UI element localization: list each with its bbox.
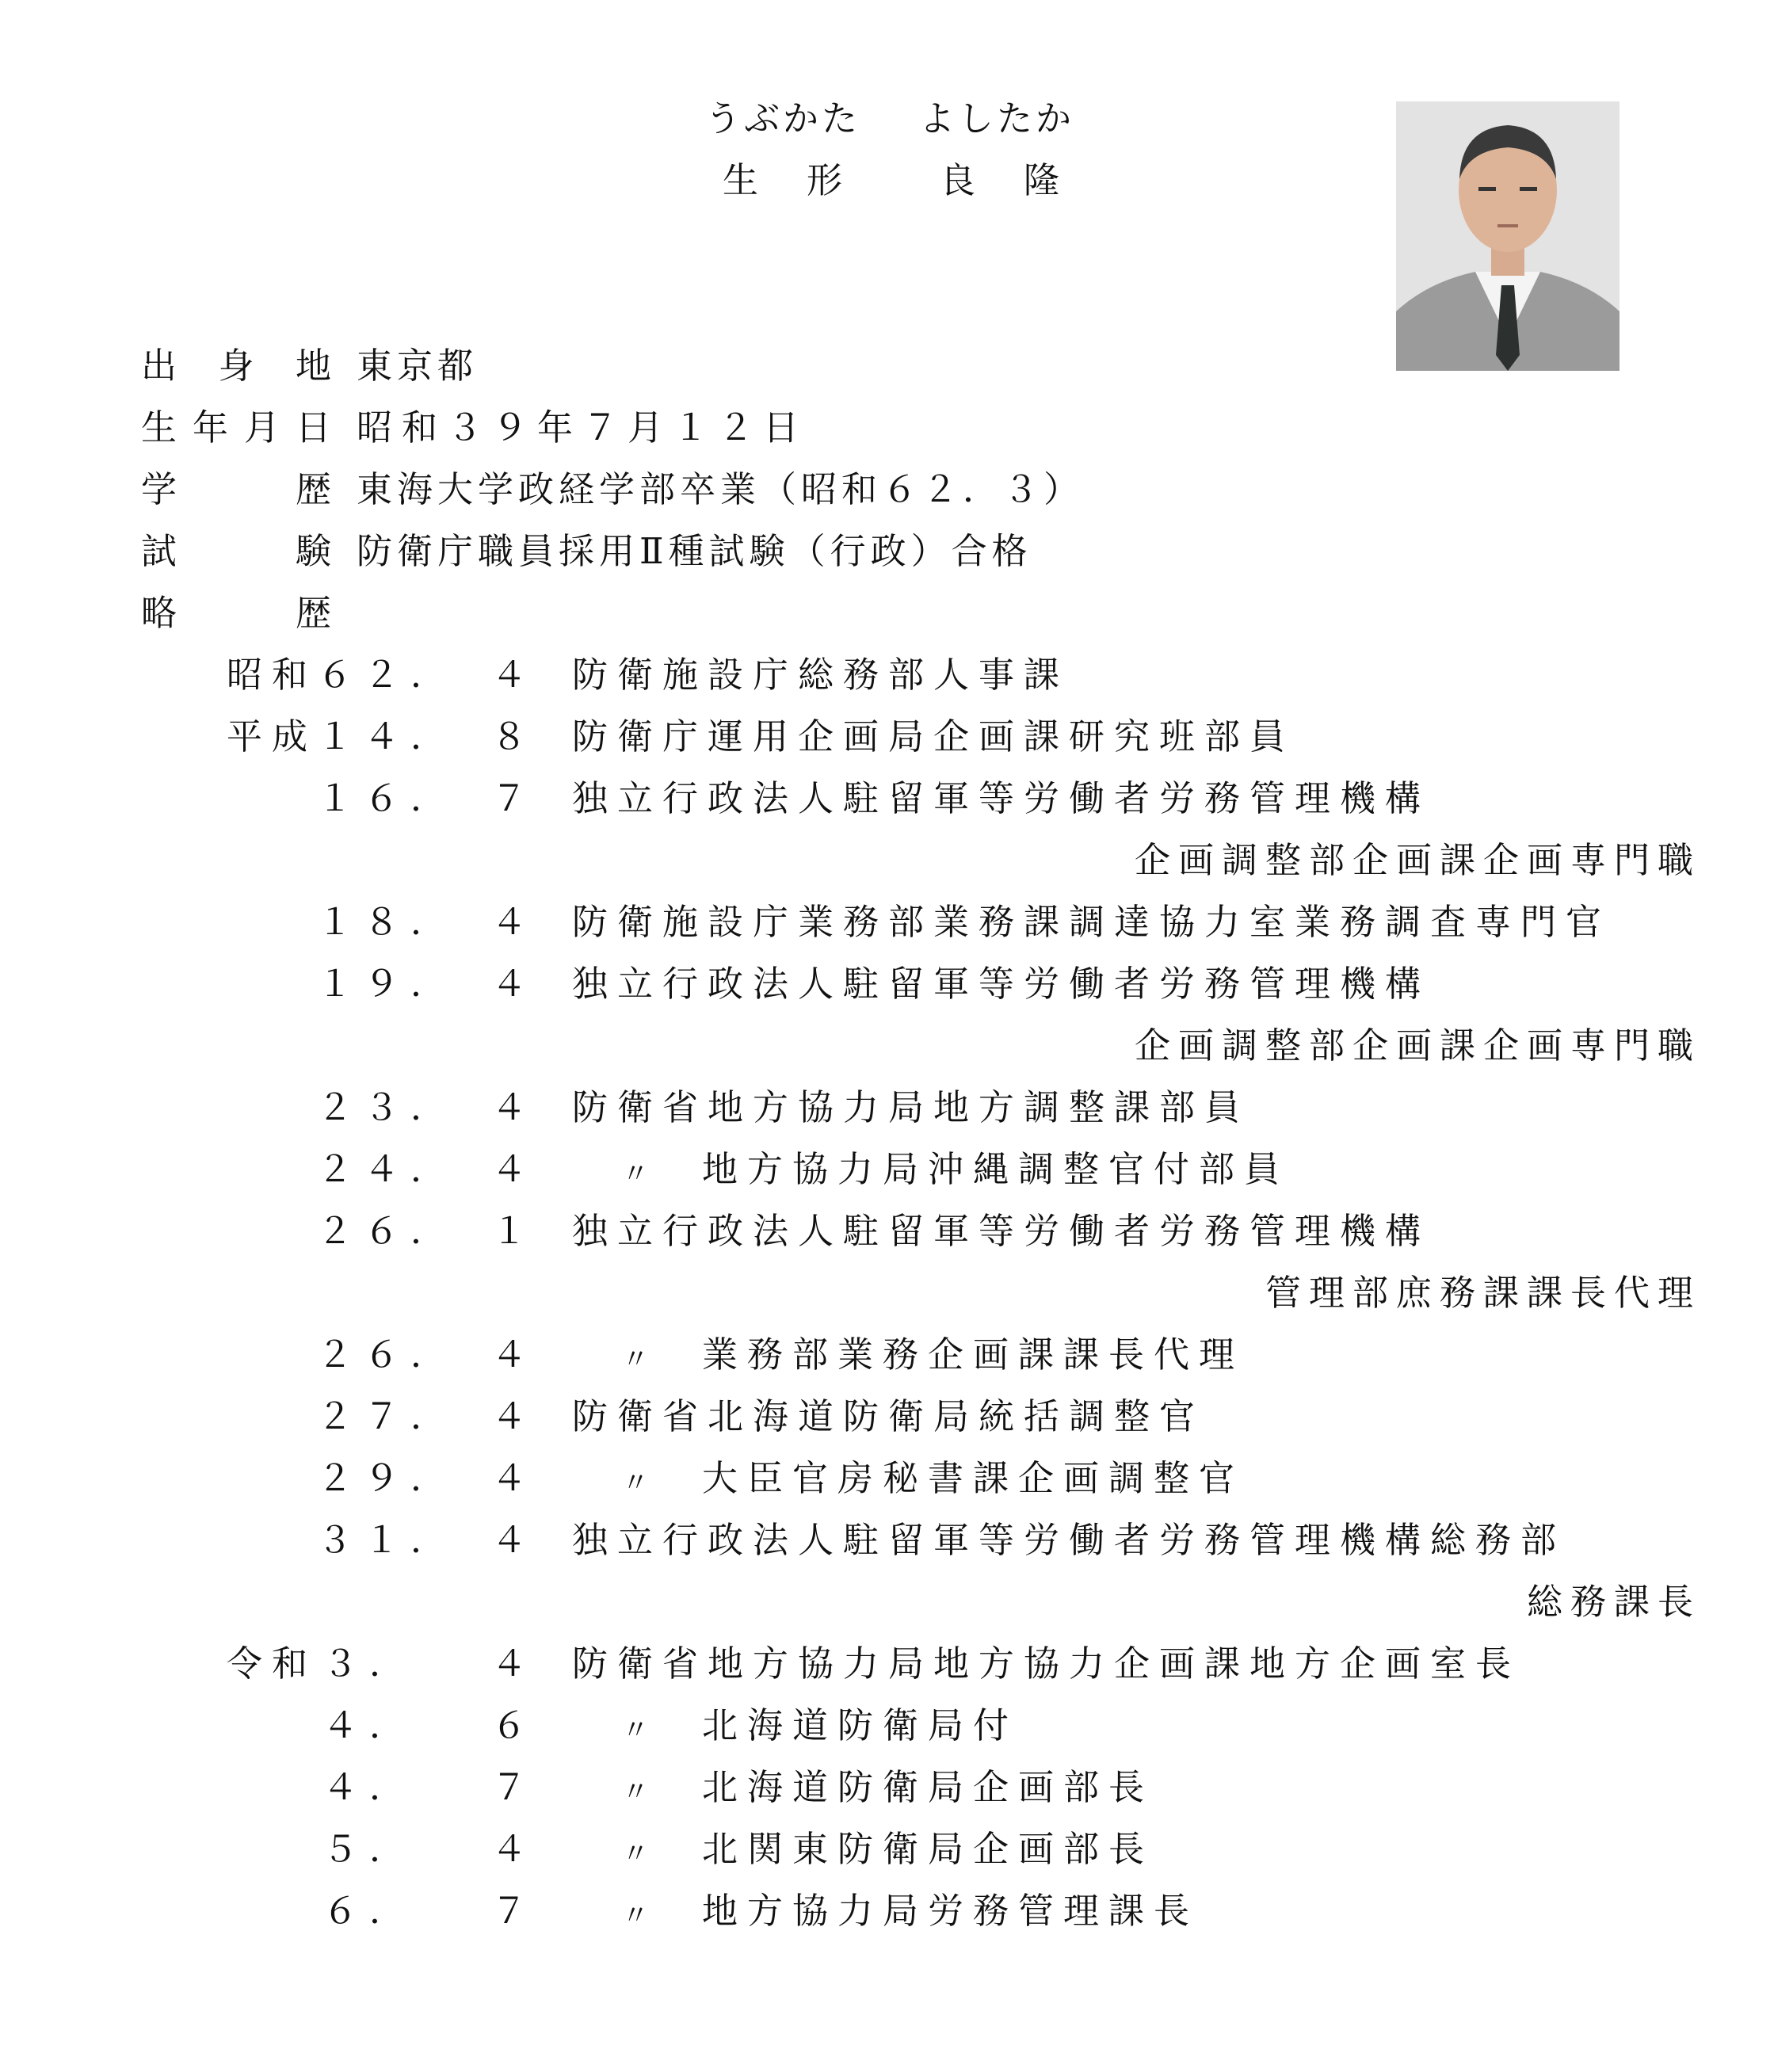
career-year: ２４． — [317, 1148, 458, 1190]
name-reading-surname: うぶかた — [705, 97, 861, 139]
career-org-cont: 企画調整部企画課企画専門職 — [1134, 1025, 1701, 1067]
education-label: 学 歴 — [141, 468, 331, 510]
ditto-mark: 〃 — [622, 1344, 649, 1376]
career-org: 防衛省地方協力局地方調整課部員 — [572, 1086, 1250, 1128]
name-char-3: 良 — [940, 159, 981, 201]
career-year: １９． — [317, 963, 458, 1005]
name-char-4: 隆 — [1024, 159, 1065, 201]
name-reading-given: よしたか — [919, 97, 1075, 139]
career-era: 平成 — [227, 715, 318, 757]
ditto-mark: 〃 — [622, 1838, 649, 1870]
career-month: ４ — [491, 901, 532, 943]
career-org: 大臣官房秘書課企画調整官 — [702, 1457, 1245, 1499]
career-year: １４． — [317, 715, 458, 757]
career-year: ３１． — [317, 1519, 458, 1561]
career-year: ２９． — [317, 1457, 458, 1499]
career-year: １８． — [317, 901, 458, 943]
career-org: 独立行政法人駐留軍等労働者労務管理機構 — [572, 963, 1431, 1005]
career-year: ６２． — [317, 654, 458, 696]
career-month: ４ — [491, 654, 532, 696]
birthplace-value: 東京都 — [357, 345, 479, 387]
career-org: 防衛省地方協力局地方協力企画課地方企画室長 — [572, 1643, 1521, 1685]
education-value: 東海大学政経学部卒業（昭和６２．３） — [357, 468, 1085, 510]
career-org: 業務部業務企画課課長代理 — [702, 1334, 1245, 1376]
career-org: 北関東防衛局企画部長 — [702, 1828, 1154, 1870]
ditto-mark: 〃 — [622, 1467, 649, 1499]
career-org: 独立行政法人駐留軍等労働者労務管理機構 — [572, 1210, 1431, 1252]
career-month: ４ — [491, 1334, 532, 1376]
career-month: ７ — [491, 777, 532, 819]
career-month: ８ — [491, 715, 532, 757]
career-org: 防衛庁運用企画局企画課研究班部員 — [572, 715, 1295, 757]
career-year: ２３． — [317, 1086, 458, 1128]
career-month: ４ — [491, 963, 532, 1005]
ditto-mark: 〃 — [622, 1715, 649, 1746]
career-month: ４ — [491, 1086, 532, 1128]
career-org: 北海道防衛局付 — [702, 1704, 1019, 1746]
ditto-mark: 〃 — [622, 1776, 649, 1808]
name-char-1: 生 — [723, 159, 764, 201]
career-month: ７ — [491, 1766, 532, 1808]
career-month: １ — [491, 1210, 532, 1252]
career-era: 昭和 — [227, 654, 318, 696]
career-org: 防衛省北海道防衛局統括調整官 — [572, 1395, 1205, 1437]
career-year: ４． — [322, 1766, 416, 1808]
career-month: ４ — [491, 1643, 532, 1685]
portrait-illustration — [1396, 101, 1619, 371]
career-month: ４ — [491, 1457, 532, 1499]
career-org: 地方協力局労務管理課長 — [702, 1890, 1200, 1932]
career-month: ４ — [491, 1395, 532, 1437]
career-month: ６ — [491, 1704, 532, 1746]
career-org-cont: 総務課長 — [1526, 1581, 1701, 1623]
birthplace-label: 出 身 地 — [141, 345, 331, 387]
career-org: 独立行政法人駐留軍等労働者労務管理機構 — [572, 777, 1431, 819]
career-year: ３． — [322, 1643, 416, 1685]
career-org: 北海道防衛局企画部長 — [702, 1766, 1154, 1808]
career-org: 防衛施設庁総務部人事課 — [572, 654, 1070, 696]
career-org-cont: 企画調整部企画課企画専門職 — [1134, 839, 1701, 881]
ditto-mark: 〃 — [622, 1158, 649, 1190]
career-org: 地方協力局沖縄調整官付部員 — [702, 1148, 1290, 1190]
ditto-mark: 〃 — [622, 1900, 649, 1932]
career-year: ２６． — [317, 1210, 458, 1252]
career-org: 防衛施設庁業務部業務課調達協力室業務調査専門官 — [572, 901, 1612, 943]
career-month: ７ — [491, 1890, 532, 1932]
career-month: ４ — [491, 1828, 532, 1870]
career-year: ６． — [322, 1890, 416, 1932]
exam-label: 試 験 — [141, 530, 331, 572]
career-year: ２７． — [317, 1395, 458, 1437]
career-label: 略 歴 — [141, 592, 331, 634]
birthdate-label: 生 年 月 日 — [141, 406, 331, 448]
career-era: 令和 — [227, 1643, 318, 1685]
exam-value: 防衛庁職員採用Ⅱ種試験（行政）合格 — [357, 530, 1032, 572]
career-month: ４ — [491, 1519, 532, 1561]
career-year: ２６． — [317, 1334, 458, 1376]
career-year: ５． — [322, 1828, 416, 1870]
career-org: 独立行政法人駐留軍等労働者労務管理機構総務部 — [572, 1519, 1566, 1561]
career-year: ４． — [322, 1704, 416, 1746]
birthdate-value: 昭和３９年７月１２日 — [357, 406, 809, 448]
career-year: １６． — [317, 777, 458, 819]
career-org-cont: 管理部庶務課課長代理 — [1265, 1272, 1701, 1314]
career-month: ４ — [491, 1148, 532, 1190]
name-char-2: 形 — [807, 159, 848, 201]
portrait-photo — [1396, 101, 1619, 371]
